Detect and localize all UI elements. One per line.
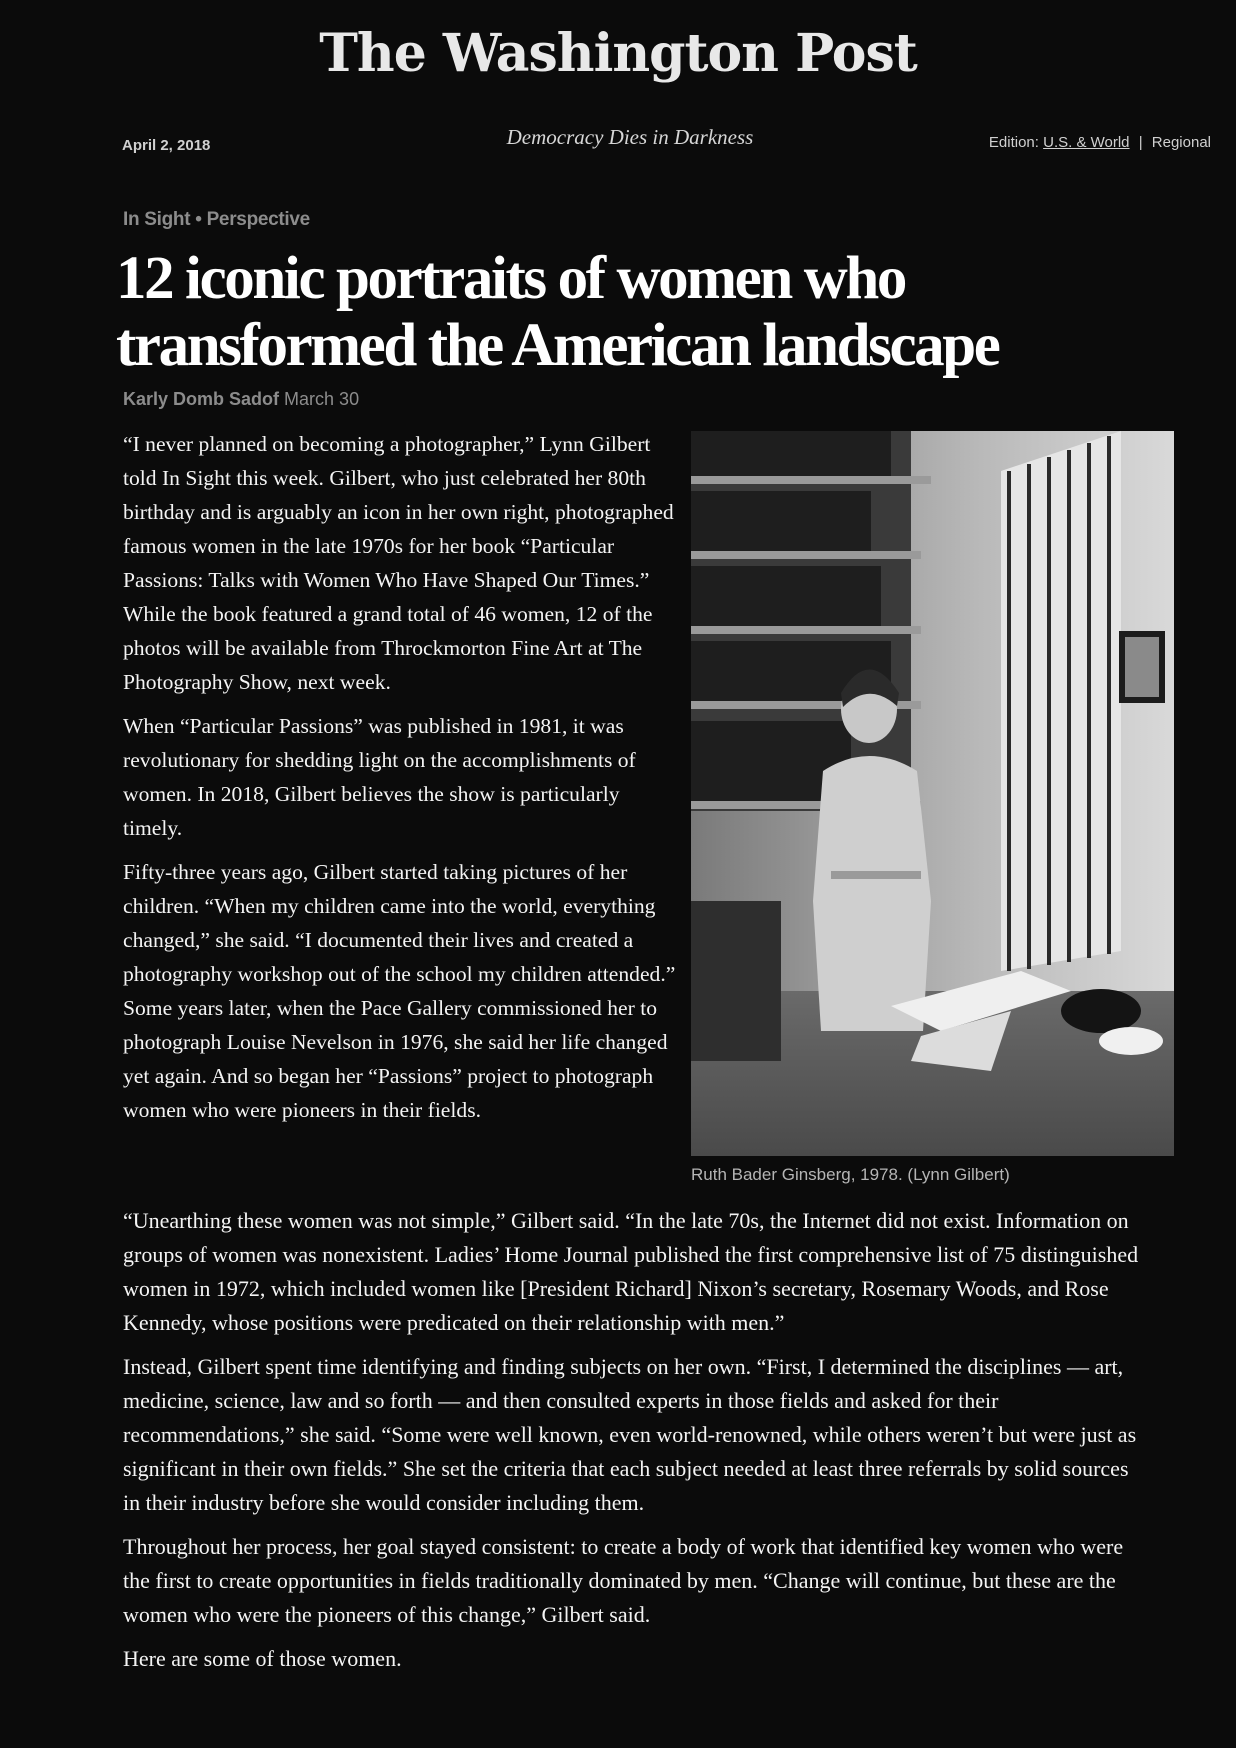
headline-line-2: transformed the American landscape: [116, 312, 999, 379]
article-figure: [691, 431, 1174, 1185]
portrait-photo[interactable]: [691, 431, 1174, 1156]
lead-column: [123, 427, 677, 1137]
body-paragraph: Instead, Gilbert spent time identifying and finding subjects on her own. “First, I determined the disciplines — art, medicine, science, law and so forth — and then consulted experts in those fields and asked for their recommendations,” she said. “Some were well known, even world-renowned, while others weren’t but were just as significant in their own fields.” She set the criteria that each subject needed at least three referrals by solid sources in their industry before she would consider including them.: [123, 1354, 1137, 1515]
edition-regional-link[interactable]: Regional: [1151, 134, 1211, 151]
edition-label: Edition:: [988, 134, 1039, 151]
masthead-tagline: Democracy Dies in Darkness: [506, 125, 754, 149]
edition-us-world-link[interactable]: U.S. & World: [1043, 134, 1130, 151]
author-link[interactable]: Karly Domb Sadof: [123, 389, 280, 409]
article-headline: [116, 245, 1136, 379]
body-paragraph: Throughout her process, her goal stayed consistent: to create a body of work that identified key women who were the first to create opportunities in fields traditionally dominated by men. “Change will continue, but these are the women who were the pioneers of this change,” Gilbert said.: [123, 1534, 1124, 1627]
body-paragraph: “Unearthing these women was not simple,” Gilbert said. “In the late 70s, the Internet did not exist. Information on groups of women was nonexistent. Ladies’ Home Journal published the first comprehensive list of 75 distinguished women in 1972, which included women like [President Richard] Nixon’s secretary, Rosemary Woods, and Rose Kennedy, whose positions were predicated on their relationship with men.”: [123, 1208, 1139, 1335]
publish-date: March 30: [284, 389, 360, 409]
edition-switcher: [989, 134, 1211, 151]
photo-cabinet: [691, 901, 781, 1061]
photo-caption: Ruth Bader Ginsberg, 1978. (Lynn Gilbert): [691, 1165, 1010, 1184]
article-byline: [123, 389, 359, 410]
edition-date: April 2, 2018: [122, 137, 211, 154]
body-paragraph: Here are some of those women.: [123, 1646, 402, 1671]
photo-window-blinds: [1001, 431, 1121, 971]
body-full-width: [123, 1204, 1151, 1686]
edition-separator: |: [1138, 134, 1143, 151]
body-paragraph: Fifty-three years ago, Gilbert started taking pictures of her children. “When my children came into the world, everything changed,” she said. “I documented their lives and created a photography workshop out of the school my children attended.” Some years later, when the Pace Gallery commissioned her to photograph Louise Nevelson in 1976, she said her life changed yet again. And so began her “Passions” project to photograph women who were pioneers in their fields.: [123, 860, 676, 1122]
body-paragraph: When “Particular Passions” was published in 1981, it was revolutionary for shedding light on the accomplishments of women. In 2018, Gilbert believes the show is particularly timely.: [123, 714, 636, 840]
body-paragraph: “I never planned on becoming a photographer,” Lynn Gilbert told In Sight this week. Gilbert, who just celebrated her 80th birthday and is arguably an icon in her own right, photographed famous women in the late 1970s for her book “Particular Passions: Talks with Women Who Have Shaped Our Times.” While the book featured a grand total of 46 women, 12 of the photos will be available from Throckmorton Fine Art at The Photography Show, next week.: [123, 432, 674, 694]
masthead-logo[interactable]: The Washington Post: [319, 23, 917, 84]
headline-line-1: 12 iconic portraits of women who: [116, 245, 905, 312]
article-kicker[interactable]: In Sight • Perspective: [123, 209, 310, 230]
